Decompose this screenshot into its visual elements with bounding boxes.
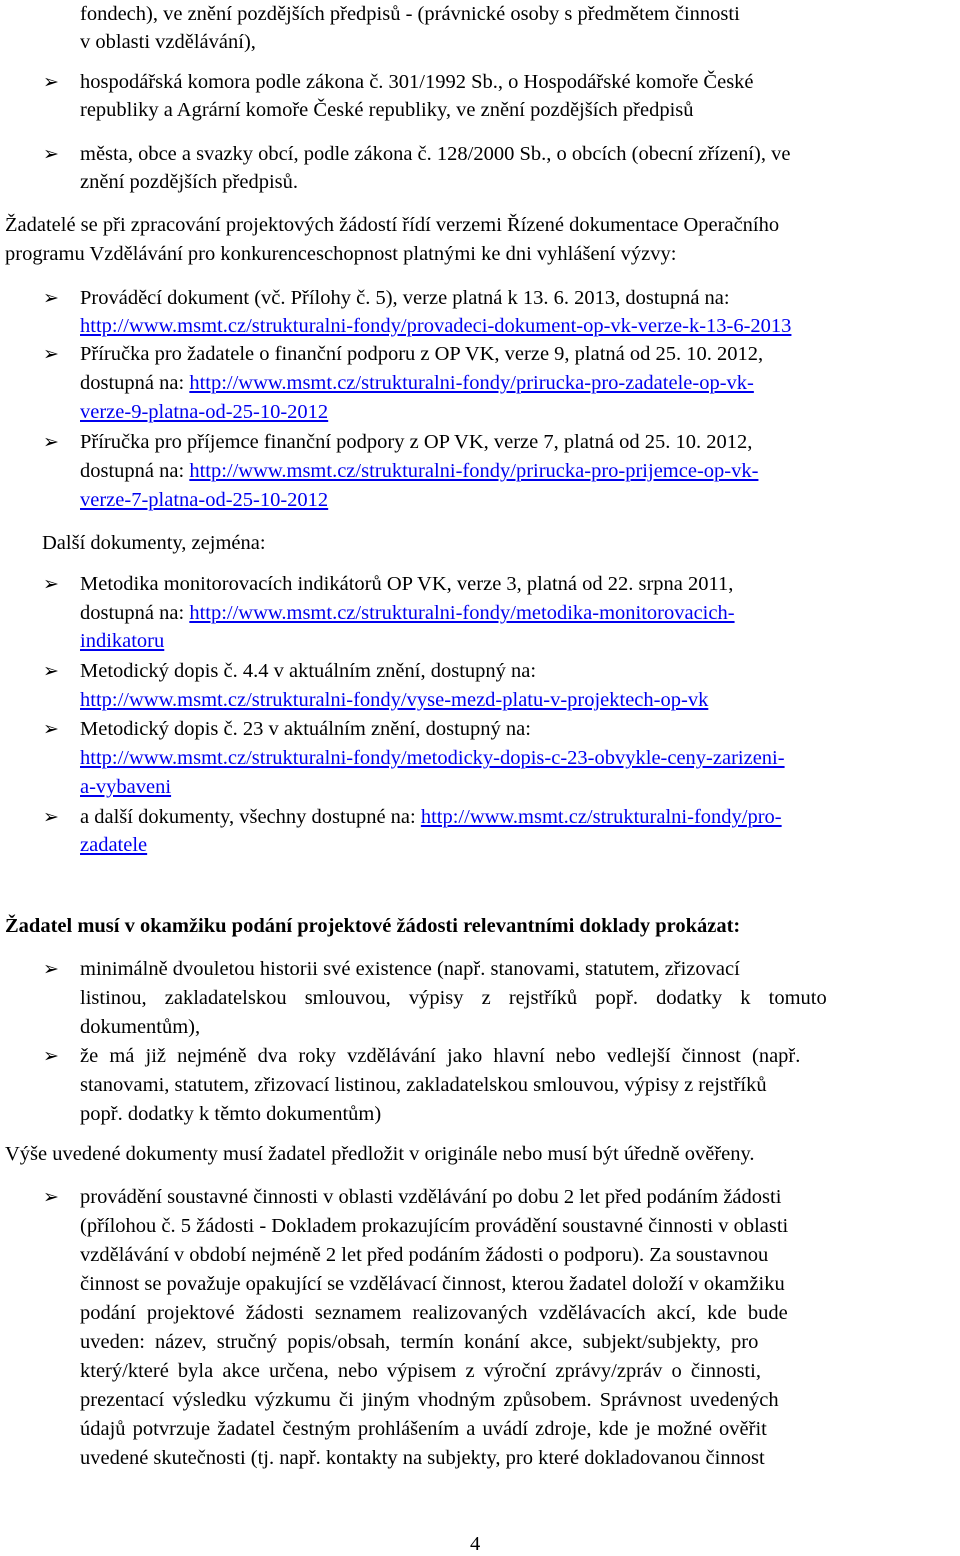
document-link[interactable]: http://www.msmt.cz/strukturalni-fondy/vyse-mezd-platu-v-projektech-op-vk — [80, 689, 709, 711]
document-link-continued[interactable]: zadatele — [80, 834, 148, 856]
list-item-line — [80, 398, 328, 427]
list-item-line — [80, 627, 164, 656]
list-item-line — [80, 486, 328, 515]
list-item-line: hospodářská komora podle zákona č. 301/1992 Sb., o Hospodářské komoře České — [80, 71, 754, 93]
document-link-continued[interactable]: verze-7-platna-od-25-10-2012 — [80, 489, 329, 511]
list-item-line: uvedené skutečnosti (tj. např. kontakty na subjekty, pro které dokladovanou činnost — [80, 1447, 765, 1469]
list-item-line — [80, 599, 735, 628]
list-item-line: listinou, zakladatelskou smlouvou, výpisy z rejstříků popř. dodatky k tomuto — [80, 987, 827, 1009]
list-item-line: Metodika monitorovacích indikátorů OP VK, verze 3, platná od 22. srpna 2011, — [80, 573, 734, 595]
available-at-label: dostupná na: — [80, 602, 190, 624]
document-link-continued[interactable]: a-vybaveni — [80, 776, 172, 798]
bullet-arrow-icon: ➢ — [43, 573, 59, 595]
list-item-line: že má již nejméně dva roky vzdělávání jako hlavní nebo vedlejší činnost (např. — [80, 1045, 801, 1067]
list-item-line: prezentací výsledku výzkumu či jiným vhodným způsobem. Správnost uvedených — [80, 1389, 779, 1411]
document-link[interactable]: http://www.msmt.cz/strukturalni-fondy/provadeci-dokument-op-vk-verze-k-13-6-2013 — [80, 315, 792, 337]
available-at-label: dostupná na: — [80, 460, 190, 482]
list-item-line: Metodický dopis č. 23 v aktuálním znění, dostupný na: — [80, 718, 531, 740]
list-item-line — [80, 369, 754, 398]
list-item-line: dokumentům), — [80, 1016, 201, 1038]
document-link[interactable]: http://www.msmt.cz/strukturalni-fondy/pro- — [420, 806, 782, 828]
document-link[interactable]: http://www.msmt.cz/strukturalni-fondy/metodika-monitorovacich- — [189, 602, 735, 624]
document-link-continued[interactable]: verze-9-platna-od-25-10-2012 — [80, 401, 329, 423]
list-item-line: (přílohou č. 5 žádosti - Dokladem prokazujícím provádění soustavné činnosti v oblasti — [80, 1215, 789, 1237]
list-item-line — [80, 773, 171, 802]
available-at-label: dostupná na: — [80, 372, 190, 394]
list-item-line — [80, 744, 785, 773]
list-item-line: uveden: název, stručný popis/obsah, termín konání akce, subjekt/subjekty, pro — [80, 1331, 759, 1353]
list-item-line: Prováděcí dokument (vč. Přílohy č. 5), verze platná k 13. 6. 2013, dostupná na: — [80, 287, 730, 309]
paragraph-line: Výše uvedené dokumenty musí žadatel předložit v originále nebo musí být úředně ověřeny. — [5, 1143, 755, 1165]
document-link-continued[interactable]: indikatoru — [80, 630, 165, 652]
list-item-line: minimálně dvouletou historii své existence (např. stanovami, statutem, zřizovací — [80, 958, 740, 980]
list-item-line — [80, 831, 147, 860]
bullet-arrow-icon: ➢ — [43, 1045, 59, 1067]
text-line: fondech), ve znění pozdějších předpisů - (právnické osoby s předmětem činnosti — [80, 3, 740, 25]
bullet-arrow-icon: ➢ — [43, 143, 59, 165]
list-item-line: znění pozdějších předpisů. — [80, 171, 299, 193]
list-item-text: a další dokumenty, všechny dostupné na: — [80, 806, 421, 828]
list-item-line — [80, 803, 782, 832]
list-item-line — [80, 312, 791, 341]
bullet-arrow-icon: ➢ — [43, 1186, 59, 1208]
list-item-line: podání projektové žádosti seznamem realizovaných vzdělávacích akcí, kde bude — [80, 1302, 788, 1324]
bullet-arrow-icon: ➢ — [43, 718, 59, 740]
list-item-line: Metodický dopis č. 4.4 v aktuálním znění, dostupný na: — [80, 660, 537, 682]
list-item-line: popř. dodatky k těmto dokumentům) — [80, 1103, 382, 1125]
bullet-arrow-icon: ➢ — [43, 431, 59, 453]
bullet-arrow-icon: ➢ — [43, 71, 59, 93]
section-heading: Další dokumenty, zejména: — [42, 532, 266, 554]
page-number: 4 — [470, 1533, 481, 1555]
document-link[interactable]: http://www.msmt.cz/strukturalni-fondy/prirucka-pro-prijemce-op-vk- — [189, 460, 759, 482]
requirement-heading: Žadatel musí v okamžiku podání projektové žádosti relevantními doklady prokázat: — [5, 915, 741, 937]
bullet-arrow-icon: ➢ — [43, 660, 59, 682]
list-item-line: vzdělávání v období nejméně 2 let před podáním žádosti o podporu). Za soustavnou — [80, 1244, 769, 1266]
document-link[interactable]: http://www.msmt.cz/strukturalni-fondy/prirucka-pro-zadatele-op-vk- — [189, 372, 754, 394]
list-item-line: stanovami, statutem, zřizovací listinou, zakladatelskou smlouvou, výpisy z rejstříků — [80, 1074, 767, 1096]
bullet-arrow-icon: ➢ — [43, 806, 59, 828]
text-line: v oblasti vzdělávání), — [80, 31, 256, 53]
list-item-line: Příručka pro žadatele o finanční podporu z OP VK, verze 9, platná od 25. 10. 2012, — [80, 343, 764, 365]
list-item-line: který/které byla akce určena, nebo výpisem z výroční zprávy/zpráv o činnosti, — [80, 1360, 761, 1382]
paragraph-line: programu Vzdělávání pro konkurenceschopnost platnými ke dni vyhlášení výzvy: — [5, 243, 677, 265]
list-item-line: města, obce a svazky obcí, podle zákona č. 128/2000 Sb., o obcích (obecní zřízení), ve — [80, 143, 791, 165]
bullet-arrow-icon: ➢ — [43, 958, 59, 980]
bullet-arrow-icon: ➢ — [43, 287, 59, 309]
list-item-line: údajů potvrzuje žadatel čestným prohlášením a uvádí zdroje, kde je možné ověřit — [80, 1418, 767, 1440]
list-item-line: činnost se považuje opakující se vzdělávací činnost, kterou žadatel doloží v okamžiku — [80, 1273, 785, 1295]
list-item-line: Příručka pro příjemce finanční podpory z OP VK, verze 7, platná od 25. 10. 2012, — [80, 431, 753, 453]
bullet-arrow-icon: ➢ — [43, 343, 59, 365]
document-link[interactable]: http://www.msmt.cz/strukturalni-fondy/metodicky-dopis-c-23-obvykle-ceny-zarizeni- — [80, 747, 785, 769]
list-item-line — [80, 686, 708, 715]
list-item-line — [80, 457, 758, 486]
paragraph-line: Žadatelé se při zpracování projektových žádostí řídí verzemi Řízené dokumentace Operačního — [5, 214, 780, 236]
list-item-line: republiky a Agrární komoře České republiky, ve znění pozdějších předpisů — [80, 99, 694, 121]
list-item-line: provádění soustavné činnosti v oblasti vzdělávání po dobu 2 let před podáním žádosti — [80, 1186, 782, 1208]
